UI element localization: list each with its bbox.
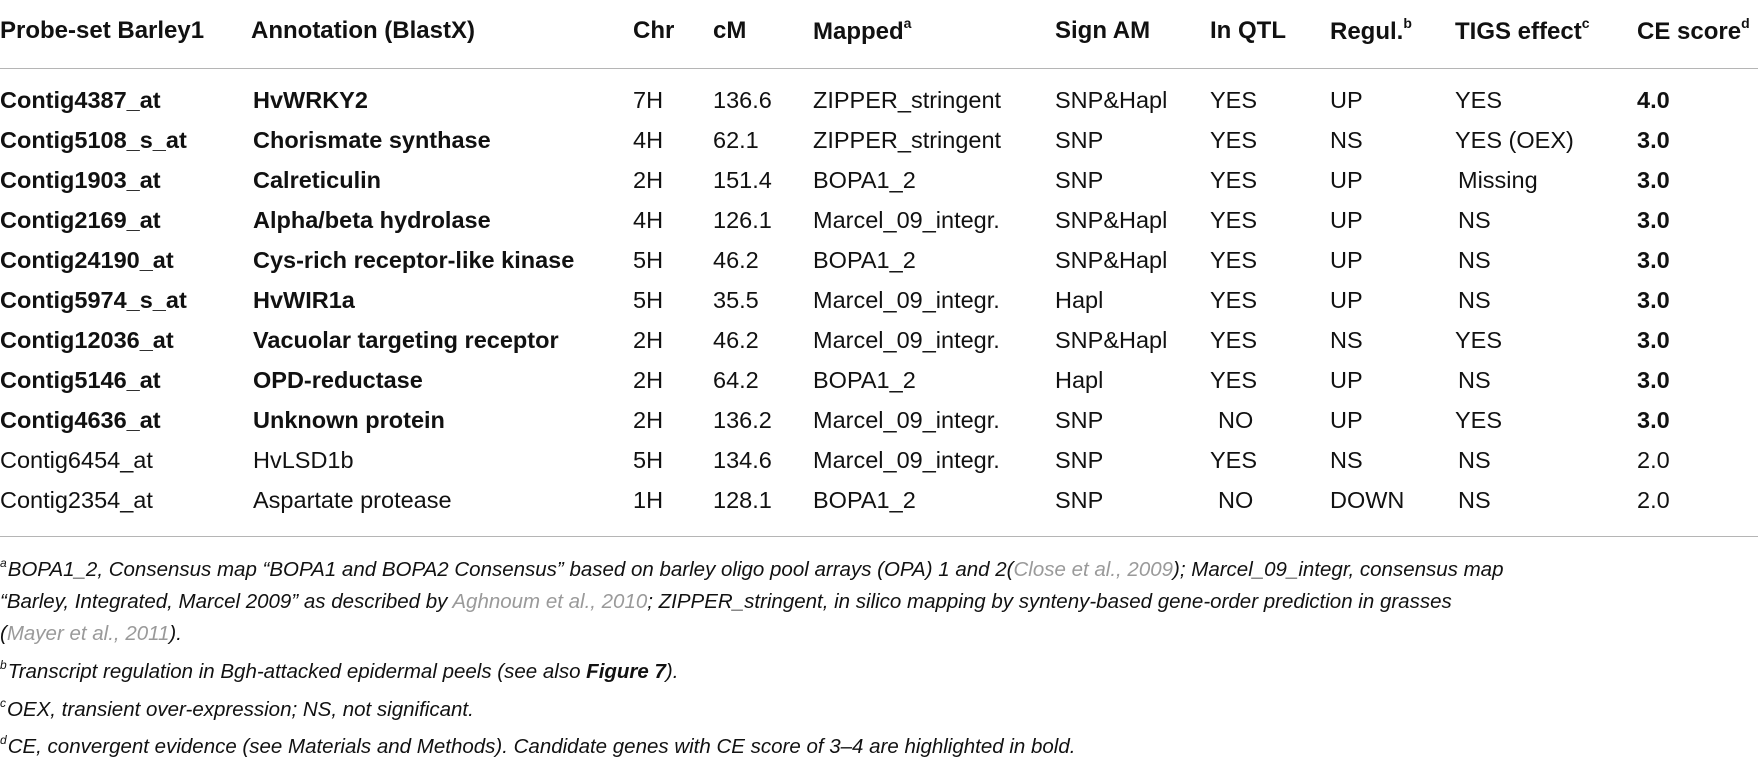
- cell-annotation: HvWRKY2: [253, 87, 368, 113]
- footnote-mark: c: [0, 695, 6, 710]
- cell-regul: UP: [1330, 287, 1363, 313]
- citation-link[interactable]: Close et al., 2009: [1013, 557, 1174, 581]
- cell-ce-score: 3.0: [1637, 207, 1670, 233]
- cell-annotation: Chorismate synthase: [253, 127, 491, 153]
- cell-probe-set: Contig1903_at: [0, 167, 161, 193]
- cell-regul: NS: [1330, 127, 1363, 153]
- footnote-mark: a: [0, 556, 7, 570]
- footnote-mark: b: [0, 657, 7, 672]
- cell-probe-set: Contig5974_s_at: [0, 287, 187, 313]
- cell-sign-am: SNP&Hapl: [1055, 247, 1168, 273]
- cell-regul: NS: [1330, 327, 1363, 353]
- header-rule: [0, 68, 1758, 69]
- cell-tigs-effect: YES: [1455, 87, 1503, 113]
- table-row: [0, 201, 1758, 241]
- cell-ce-score: 3.0: [1637, 167, 1670, 193]
- cell-cm: 128.1: [713, 487, 772, 513]
- cell-cm: 126.1: [713, 207, 772, 233]
- table-row: [0, 321, 1758, 361]
- cell-tigs-effect: NS: [1458, 287, 1491, 313]
- cell-probe-set: Contig6454_at: [0, 447, 153, 473]
- header-label: In QTL: [1210, 17, 1286, 44]
- cell-regul: UP: [1330, 407, 1363, 433]
- cell-in-qtl: NO: [1218, 487, 1254, 513]
- cell-probe-set: Contig12036_at: [0, 327, 174, 353]
- cell-in-qtl: YES: [1210, 447, 1258, 473]
- footnote-a-line-2: [0, 586, 1758, 618]
- footnote-text: OEX, transient over-expression; NS, not significant.: [7, 697, 474, 721]
- header-probe-set: [0, 17, 204, 45]
- cell-tigs-effect: YES: [1455, 407, 1503, 433]
- cell-tigs-effect: NS: [1458, 207, 1491, 233]
- cell-mapped: BOPA1_2: [813, 487, 916, 513]
- cell-regul: UP: [1330, 367, 1363, 393]
- cell-sign-am: SNP: [1055, 127, 1104, 153]
- cell-in-qtl: YES: [1210, 327, 1258, 353]
- cell-ce-score: 3.0: [1637, 407, 1670, 433]
- cell-cm: 46.2: [713, 247, 759, 273]
- cell-cm: 64.2: [713, 367, 759, 393]
- cell-probe-set: Contig4636_at: [0, 407, 161, 433]
- header-chr: [633, 17, 674, 45]
- cell-sign-am: SNP: [1055, 167, 1104, 193]
- header-label: Annotation (BlastX): [251, 17, 475, 44]
- header-cm: [713, 17, 746, 45]
- cell-cm: 134.6: [713, 447, 772, 473]
- cell-mapped: BOPA1_2: [813, 167, 916, 193]
- cell-regul: NS: [1330, 447, 1363, 473]
- cell-annotation: OPD-reductase: [253, 367, 423, 393]
- header-in-qtl: [1210, 17, 1286, 45]
- cell-cm: 62.1: [713, 127, 759, 153]
- cell-sign-am: SNP: [1055, 447, 1104, 473]
- footnote-mark: c: [1581, 15, 1590, 31]
- header-label: Probe-set Barley1: [0, 17, 205, 44]
- cell-in-qtl: YES: [1210, 87, 1258, 113]
- cell-annotation: Aspartate protease: [253, 487, 452, 513]
- cell-sign-am: Hapl: [1055, 287, 1104, 313]
- cell-chr: 7H: [633, 87, 664, 113]
- cell-in-qtl: YES: [1210, 127, 1258, 153]
- cell-cm: 35.5: [713, 287, 759, 313]
- table-row: [0, 81, 1758, 121]
- cell-probe-set: Contig2169_at: [0, 207, 161, 233]
- cell-in-qtl: YES: [1210, 287, 1258, 313]
- table-row: [0, 361, 1758, 401]
- cell-cm: 151.4: [713, 167, 772, 193]
- cell-chr: 5H: [633, 287, 664, 313]
- footnote-a-line-3: [0, 618, 1758, 650]
- cell-sign-am: SNP&Hapl: [1055, 327, 1168, 353]
- cell-sign-am: Hapl: [1055, 367, 1104, 393]
- header-regul: [1330, 17, 1412, 46]
- cell-cm: 46.2: [713, 327, 759, 353]
- footnote-d: [0, 725, 1758, 763]
- table-row: [0, 281, 1758, 321]
- header-annotation: [251, 17, 475, 45]
- footnote-b: [0, 650, 1758, 688]
- cell-probe-set: Contig5108_s_at: [0, 127, 187, 153]
- cell-mapped: BOPA1_2: [813, 367, 916, 393]
- cell-mapped: Marcel_09_integr.: [813, 327, 1000, 353]
- cell-chr: 4H: [633, 127, 664, 153]
- header-label: TIGS effect: [1455, 18, 1582, 45]
- cell-tigs-effect: NS: [1458, 247, 1491, 273]
- footnote-mark: d: [1741, 15, 1750, 31]
- figure-link[interactable]: Figure 7: [586, 659, 666, 683]
- cell-ce-score: 3.0: [1637, 367, 1670, 393]
- table-row: [0, 161, 1758, 201]
- cell-sign-am: SNP: [1055, 487, 1104, 513]
- cell-mapped: ZIPPER_stringent: [813, 87, 1002, 113]
- citation-link[interactable]: Mayer et al., 2011: [6, 621, 170, 645]
- cell-in-qtl: YES: [1210, 167, 1258, 193]
- cell-annotation: HvLSD1b: [253, 447, 354, 473]
- header-ce-score: [1637, 17, 1750, 46]
- cell-chr: 5H: [633, 447, 664, 473]
- footnote-text: BOPA1_2, Consensus map “BOPA1 and BOPA2 Consensus” based on barley oligo pool arrays (OPA) 1 and 2(: [7, 557, 1014, 581]
- cell-tigs-effect: NS: [1458, 367, 1491, 393]
- cell-cm: 136.6: [713, 87, 772, 113]
- header-label: Regul.: [1330, 18, 1404, 45]
- footnote-mark: d: [0, 733, 7, 748]
- footnote-c: [0, 688, 1758, 726]
- header-sign-am: [1055, 17, 1150, 45]
- cell-regul: UP: [1330, 167, 1363, 193]
- table-header: [0, 0, 1758, 64]
- cell-chr: 2H: [633, 407, 664, 433]
- cell-chr: 2H: [633, 327, 664, 353]
- cell-annotation: HvWIR1a: [253, 287, 355, 313]
- cell-annotation: Alpha/beta hydrolase: [253, 207, 491, 233]
- cell-tigs-effect: NS: [1458, 447, 1491, 473]
- footnote-text: ); Marcel_09_integr, consensus map: [1173, 557, 1504, 581]
- cell-in-qtl: YES: [1210, 207, 1258, 233]
- cell-chr: 5H: [633, 247, 664, 273]
- cell-in-qtl: YES: [1210, 367, 1258, 393]
- header-label: Mapped: [813, 18, 904, 45]
- cell-regul: DOWN: [1330, 487, 1405, 513]
- cell-mapped: Marcel_09_integr.: [813, 207, 1000, 233]
- cell-ce-score: 3.0: [1637, 127, 1670, 153]
- cell-chr: 4H: [633, 207, 664, 233]
- cell-annotation: Vacuolar targeting receptor: [253, 327, 559, 353]
- header-mapped: [813, 17, 911, 46]
- cell-regul: UP: [1330, 87, 1363, 113]
- cell-ce-score: 3.0: [1637, 247, 1670, 273]
- cell-cm: 136.2: [713, 407, 772, 433]
- table-row: [0, 481, 1758, 521]
- bottom-rule: [0, 536, 1758, 537]
- footnotes: [0, 548, 1758, 763]
- cell-in-qtl: YES: [1210, 247, 1258, 273]
- cell-in-qtl: NO: [1218, 407, 1254, 433]
- header-label: Chr: [633, 17, 675, 44]
- footnote-text: ; ZIPPER_stringent, in silico mapping by synteny-based gene-order prediction in grasses: [647, 589, 1452, 613]
- cell-tigs-effect: YES: [1455, 327, 1503, 353]
- cell-tigs-effect: Missing: [1458, 167, 1538, 193]
- table-row: [0, 441, 1758, 481]
- citation-link[interactable]: Aghnoum et al., 2010: [452, 589, 648, 613]
- table-row: [0, 401, 1758, 441]
- footnote-text: Transcript regulation in Bgh-attacked epidermal peels (see also: [7, 659, 587, 683]
- cell-regul: UP: [1330, 247, 1363, 273]
- cell-ce-score: 3.0: [1637, 287, 1670, 313]
- cell-chr: 2H: [633, 167, 664, 193]
- cell-tigs-effect: YES (OEX): [1455, 127, 1574, 153]
- header-label: CE score: [1637, 18, 1742, 45]
- cell-sign-am: SNP&Hapl: [1055, 207, 1168, 233]
- footnote-text: ).: [169, 621, 182, 645]
- cell-regul: UP: [1330, 207, 1363, 233]
- cell-probe-set: Contig2354_at: [0, 487, 153, 513]
- cell-ce-score: 3.0: [1637, 327, 1670, 353]
- cell-sign-am: SNP&Hapl: [1055, 87, 1168, 113]
- cell-annotation: Unknown protein: [253, 407, 445, 433]
- table-row: [0, 241, 1758, 281]
- footnote-text: (: [0, 621, 7, 645]
- cell-ce-score: 4.0: [1637, 87, 1670, 113]
- cell-probe-set: Contig5146_at: [0, 367, 161, 393]
- cell-tigs-effect: NS: [1458, 487, 1491, 513]
- footnote-text: “Barley, Integrated, Marcel 2009” as described by: [0, 589, 453, 613]
- footnote-text: CE, convergent evidence (see Materials and Methods). Candidate genes with CE score of 3–4 are highlighted in bold.: [7, 735, 1076, 759]
- cell-mapped: ZIPPER_stringent: [813, 127, 1002, 153]
- table-row: [0, 121, 1758, 161]
- cell-mapped: BOPA1_2: [813, 247, 916, 273]
- footnote-a: [0, 548, 1758, 586]
- cell-mapped: Marcel_09_integr.: [813, 287, 1000, 313]
- cell-probe-set: Contig24190_at: [0, 247, 174, 273]
- cell-ce-score: 2.0: [1637, 447, 1670, 473]
- cell-chr: 2H: [633, 367, 664, 393]
- header-label: cM: [713, 17, 747, 44]
- footnote-mark: b: [1403, 15, 1412, 31]
- cell-mapped: Marcel_09_integr.: [813, 407, 1000, 433]
- cell-probe-set: Contig4387_at: [0, 87, 161, 113]
- footnote-text: ).: [665, 659, 679, 683]
- footnote-mark: a: [903, 15, 912, 31]
- cell-chr: 1H: [633, 487, 664, 513]
- header-tigs-effect: [1455, 17, 1590, 46]
- cell-sign-am: SNP: [1055, 407, 1104, 433]
- cell-annotation: Calreticulin: [253, 167, 381, 193]
- header-label: Sign AM: [1055, 17, 1151, 44]
- cell-ce-score: 2.0: [1637, 487, 1670, 513]
- cell-mapped: Marcel_09_integr.: [813, 447, 1000, 473]
- cell-annotation: Cys-rich receptor-like kinase: [253, 247, 575, 273]
